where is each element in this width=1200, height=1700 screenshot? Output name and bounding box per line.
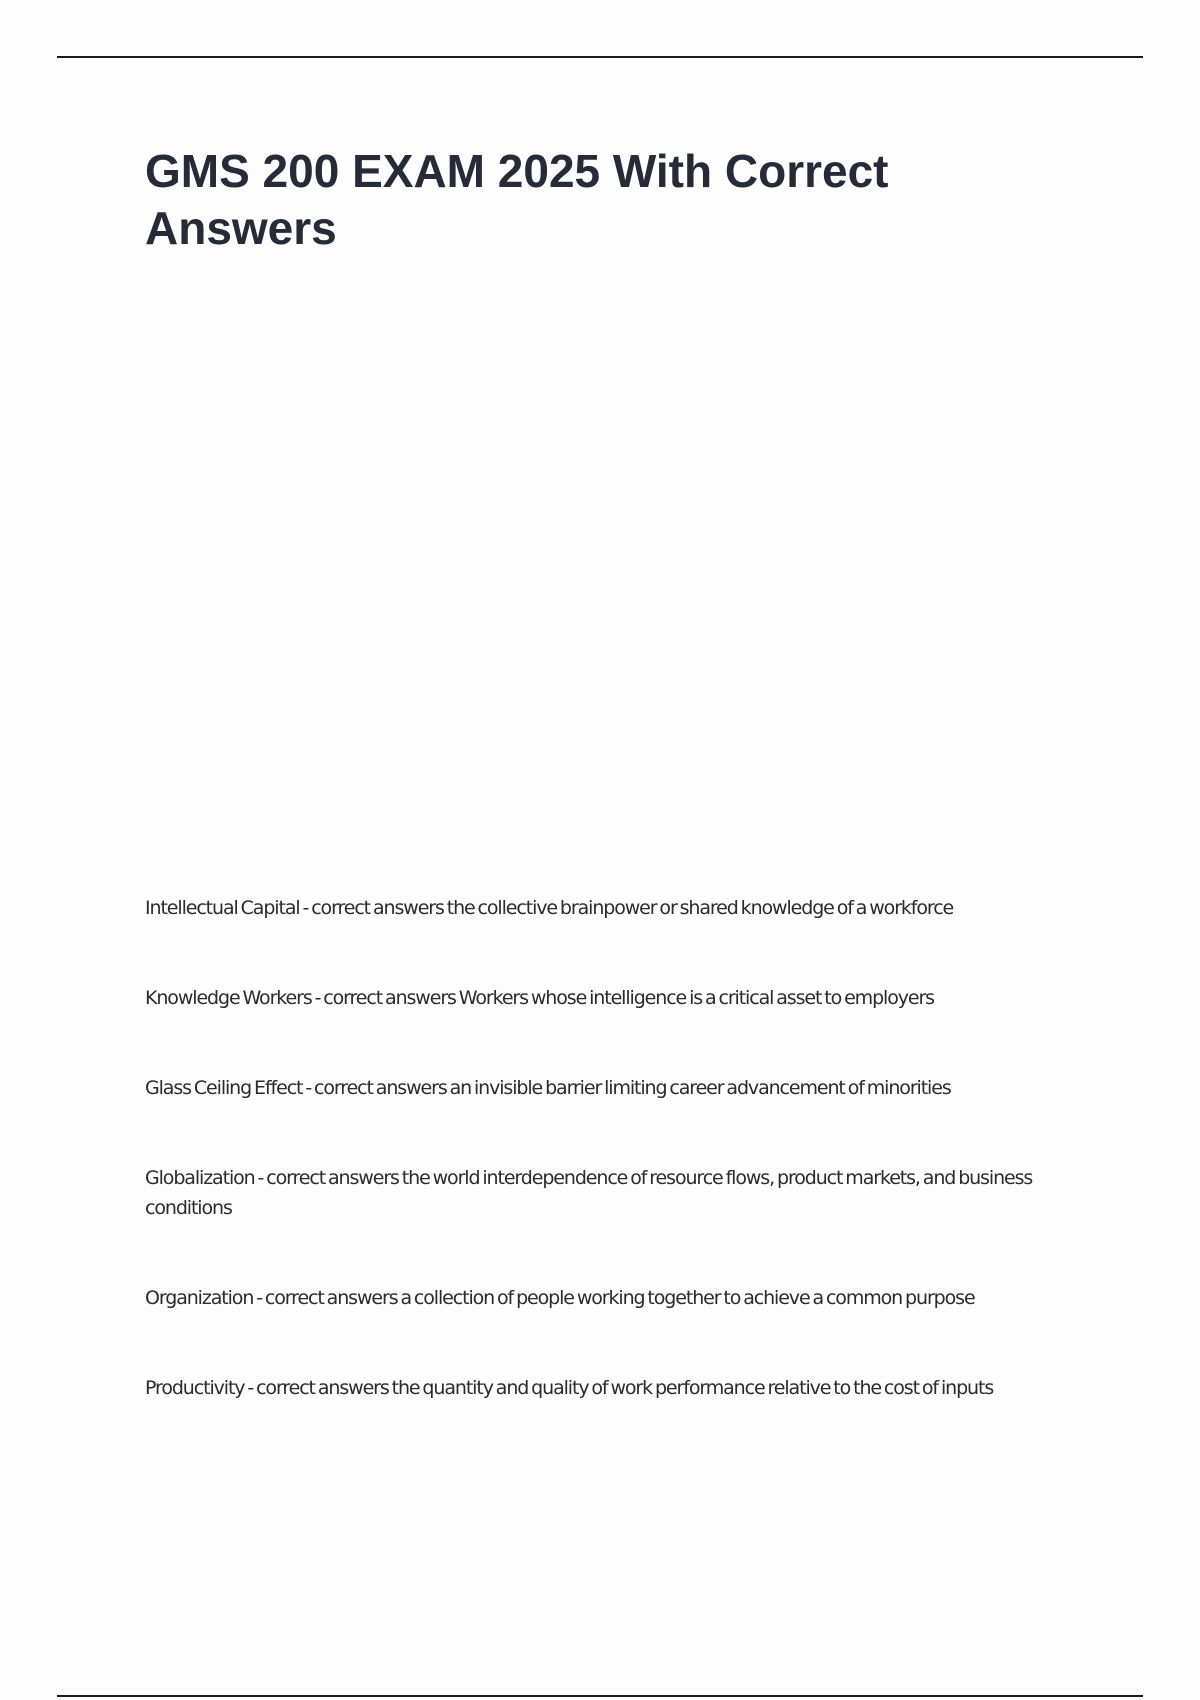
entry-term: Globalization (145, 1167, 255, 1189)
entry-separator: - correct answers (302, 1077, 450, 1099)
flashcard-list (145, 893, 1085, 1463)
entry-separator: - correct answers (311, 987, 459, 1009)
document-title: GMS 200 EXAM 2025 With Correct Answers (145, 145, 889, 254)
entry-definition: an invisible barrier limiting career advancement of minorities (449, 1077, 951, 1099)
flashcard-entry-productivity (145, 1373, 1085, 1403)
bottom-rule (57, 1695, 1143, 1697)
entry-separator: - correct answers (244, 1377, 392, 1399)
entry-term: Glass Ceiling Effect (145, 1077, 303, 1099)
flashcard-entry-organization (145, 1283, 1085, 1313)
entry-separator: - correct answers (253, 1287, 401, 1309)
entry-term: Organization (145, 1287, 254, 1309)
flashcard-entry-intellectual-capital (145, 893, 1085, 923)
entry-separator: - correct answers (299, 897, 447, 919)
flashcard-entry-knowledge-workers (145, 983, 1085, 1013)
entry-definition: a collection of people working together to achieve a common purpose (400, 1287, 975, 1309)
flashcard-entry-globalization (145, 1163, 1085, 1223)
entry-definition: the quantity and quality of work performance relative to the cost of inputs (391, 1377, 994, 1399)
entry-term: Intellectual Capital (145, 897, 300, 919)
top-rule (57, 56, 1143, 58)
flashcard-entry-glass-ceiling-effect (145, 1073, 1085, 1103)
entry-term: Knowledge Workers (145, 987, 312, 1009)
entry-separator: - correct answers (254, 1167, 402, 1189)
entry-term: Productivity (145, 1377, 245, 1399)
entry-definition: Workers whose intelligence is a critical asset to employers (458, 987, 934, 1009)
entry-definition: the collective brainpower or shared knowledge of a workforce (446, 897, 954, 919)
entry-definition: the world interdependence of resource flows, product markets, and business conditions (145, 1167, 1033, 1219)
